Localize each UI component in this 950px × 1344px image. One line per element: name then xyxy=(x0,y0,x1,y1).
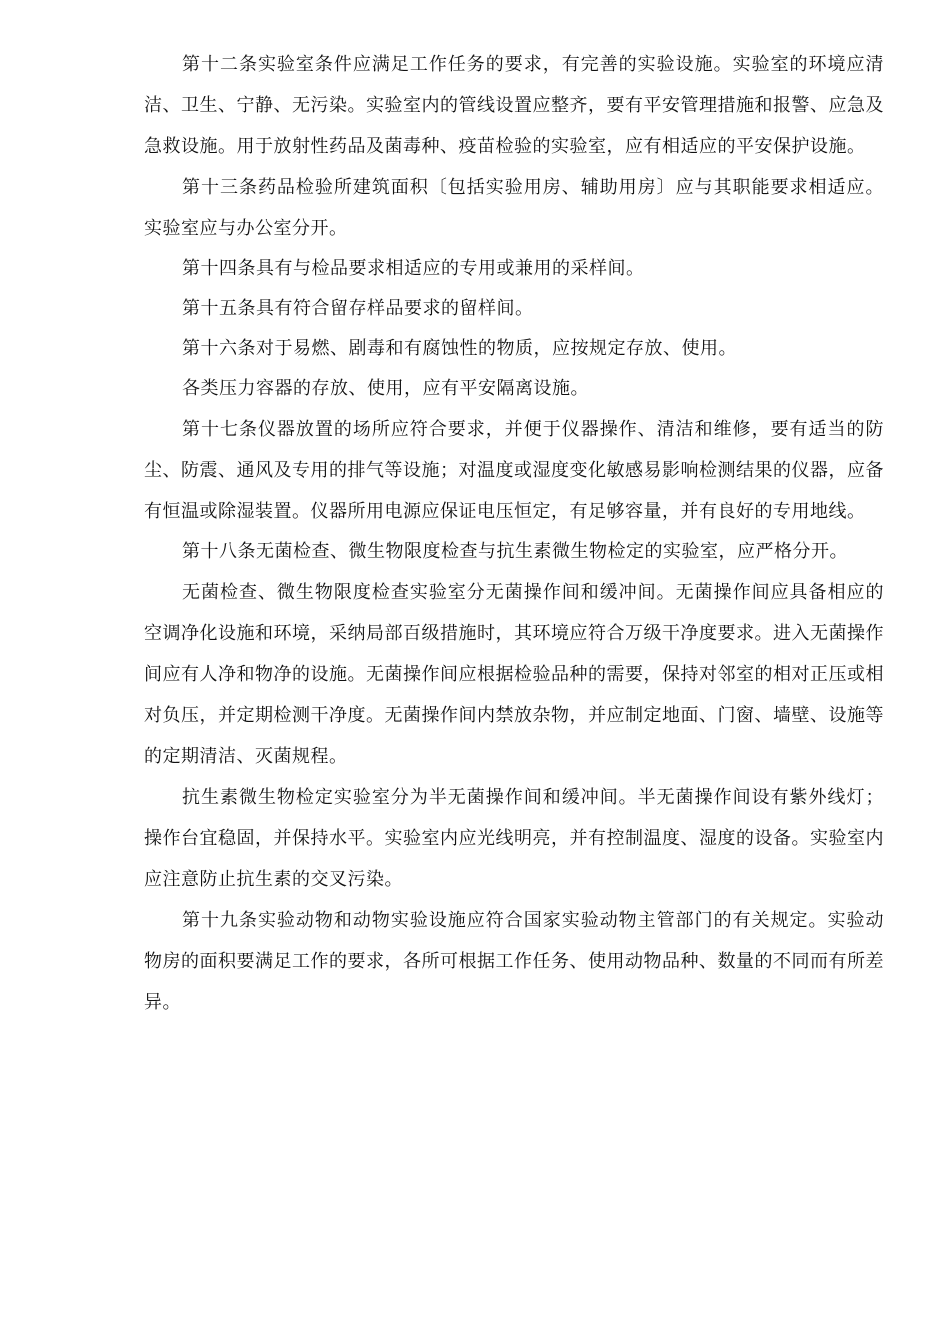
paragraph-pressure-vessels: 各类压力容器的存放、使用，应有平安隔离设施。 xyxy=(182,378,589,399)
paragraph-article-14: 第十四条具有与检品要求相适应的专用或兼用的采样间。 xyxy=(182,258,645,279)
document-body xyxy=(144,44,884,1023)
paragraph-antibiotic-lab: 抗生素微生物检定实验室分为半无菌操作间和缓冲间。半无菌操作间设有紫外线灯；操作台宜稳固，并保持水平。实验室内应光线明亮，并有控制温度、湿度的设备。实验室内应注意防止抗生素的交叉污染。 xyxy=(144,787,884,890)
paragraph-article-12: 第十二条实验室条件应满足工作任务的要求，有完善的实验设施。实验室的环境应清洁、卫生、宁静、无污染。实验室内的管线设置应整齐，要有平安管理措施和报警、应急及急救设施。用于放射性药品及菌毒种、疫苗检验的实验室，应有相适应的平安保护设施。 xyxy=(144,54,884,157)
paragraph-sterile-lab: 无菌检查、微生物限度检查实验室分无菌操作间和缓冲间。无菌操作间应具备相应的空调净化设施和环境，采纳局部百级措施时，其环境应符合万级干净度要求。进入无菌操作间应有人净和物净的设施。无菌操作间应根据检验品种的需要，保持对邻室的相对正压或相对负压，并定期检测干净度。无菌操作间内禁放杂物，并应制定地面、门窗、墙壁、设施等的定期清洁、灭菌规程。 xyxy=(144,582,884,767)
paragraph-article-15: 第十五条具有符合留存样品要求的留样间。 xyxy=(182,298,534,319)
paragraph-article-16: 第十六条对于易燃、剧毒和有腐蚀性的物质，应按规定存放、使用。 xyxy=(182,338,737,359)
paragraph-article-18: 第十八条无菌检查、微生物限度检查与抗生素微生物检定的实验室，应严格分开。 xyxy=(182,541,848,562)
paragraph-article-13: 第十三条药品检验所建筑面积〔包括实验用房、辅助用房〕应与其职能要求相适应。实验室应与办公室分开。 xyxy=(144,177,884,239)
paragraph-article-19: 第十九条实验动物和动物实验设施应符合国家实验动物主管部门的有关规定。实验动物房的面积要满足工作的要求，各所可根据工作任务、使用动物品种、数量的不同而有所差异。 xyxy=(144,910,884,1013)
paragraph-article-17: 第十七条仪器放置的场所应符合要求，并便于仪器操作、清洁和维修，要有适当的防尘、防震、通风及专用的排气等设施；对温度或湿度变化敏感易影响检测结果的仪器，应备有恒温或除湿装置。仪器所用电源应保证电压恒定，有足够容量，并有良好的专用地线。 xyxy=(144,419,884,522)
